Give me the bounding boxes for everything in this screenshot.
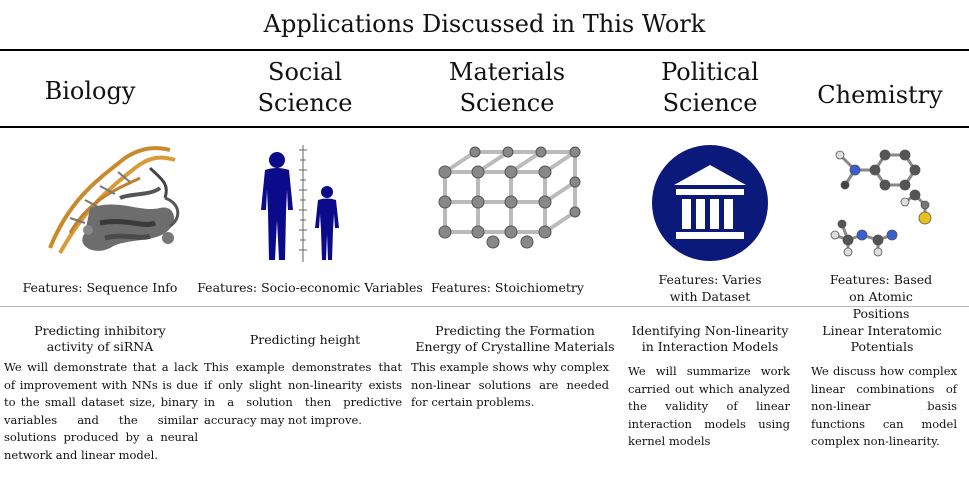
heading-materials-science: Predicting the Formation Energy of Crystalline Materials bbox=[415, 323, 615, 354]
category-biology: Biology bbox=[44, 77, 136, 105]
top-rule bbox=[0, 49, 969, 51]
features-social-science: Features: Socio-economic Variables bbox=[197, 280, 423, 295]
features-materials-science: Features: Stoichiometry bbox=[431, 280, 584, 295]
header-rule bbox=[0, 126, 969, 128]
heading-political-science: Identifying Non-linearity in Interaction Models bbox=[631, 323, 789, 354]
description-biology: We will demonstrate that a lack of improvement with NNs is due to the small dataset size, binary variables and the similar solutions produced by a neural network and linear model. bbox=[4, 360, 198, 462]
description-materials-science: This example shows why complex non-linear solutions are needed for certain problems. bbox=[411, 360, 609, 409]
heading-social-science: Predicting height bbox=[249, 332, 361, 347]
features-chemistry: Features: Based on Atomic Positions bbox=[829, 272, 933, 321]
category-materials-science: Materials Science bbox=[448, 58, 566, 117]
crystal-lattice-icon bbox=[435, 142, 585, 262]
molecule-icon bbox=[820, 140, 950, 262]
government-building-icon bbox=[650, 143, 770, 263]
sirna-protein-icon bbox=[30, 138, 190, 263]
features-biology: Features: Sequence Info bbox=[22, 280, 178, 295]
description-social-science: This example demonstrates that if only slight non-linearity exists in a solution then predictive accuracy may not improve. bbox=[204, 360, 402, 427]
height-silhouettes-icon bbox=[255, 140, 360, 265]
category-social-science: Social Science bbox=[257, 58, 353, 117]
description-chemistry: We discuss how complex linear combinations of non-linear basis functions can model complex non-linearity. bbox=[811, 364, 957, 448]
category-political-science: Political Science bbox=[661, 58, 759, 117]
heading-chemistry: Linear Interatomic Potentials bbox=[822, 323, 942, 354]
page-title: Applications Discussed in This Work bbox=[263, 10, 706, 38]
description-political-science: We will summarize work carried out which analyzed the validity of linear interaction models using kernel models bbox=[628, 364, 790, 448]
features-political-science: Features: Varies with Dataset bbox=[658, 272, 762, 304]
heading-biology: Predicting inhibitory activity of siRNA bbox=[34, 323, 166, 354]
category-chemistry: Chemistry bbox=[817, 81, 943, 109]
